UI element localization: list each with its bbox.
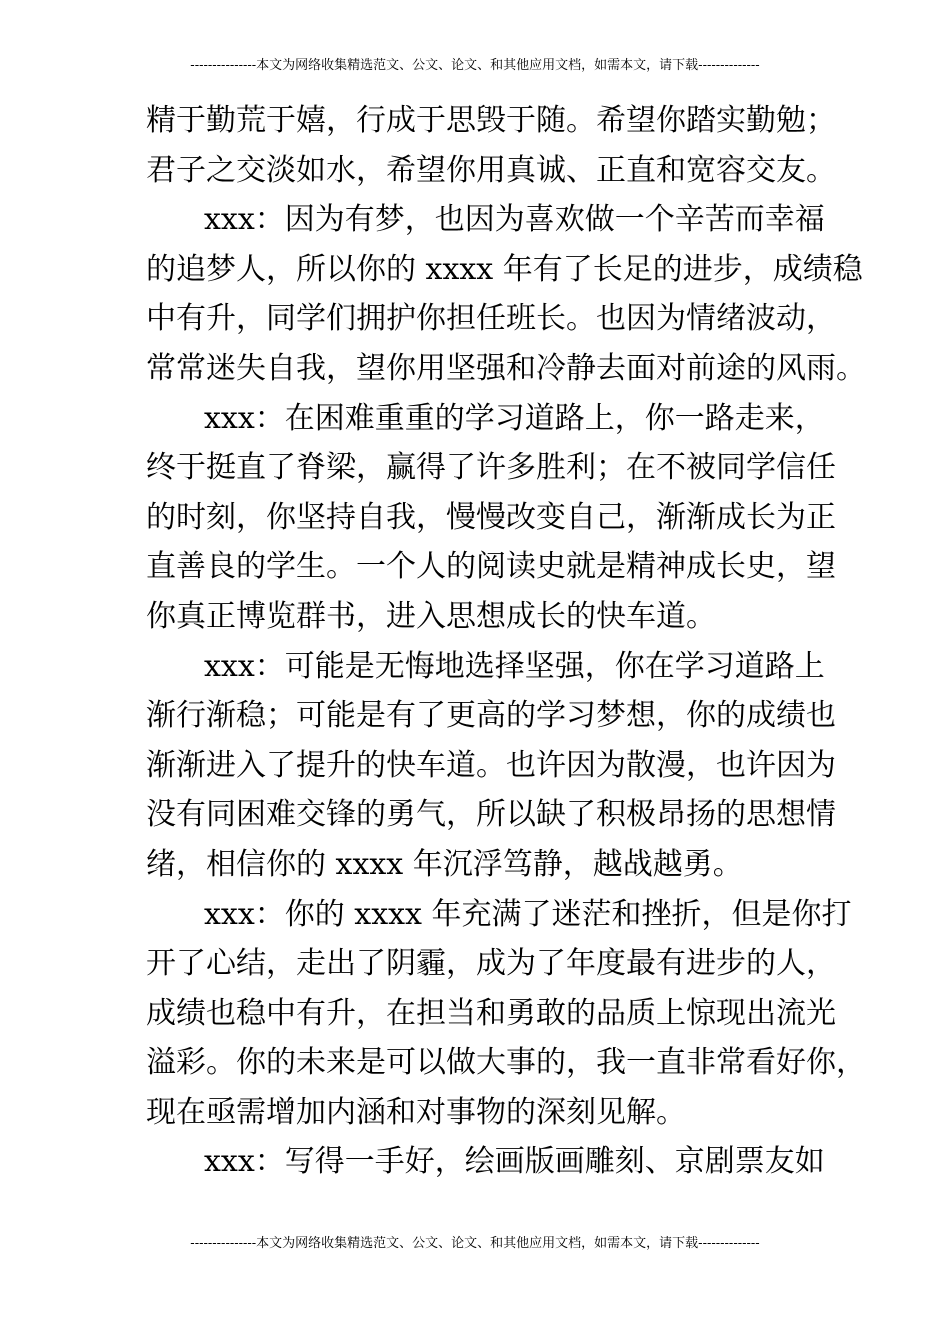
text-line: xxx：因为有梦，也因为喜欢做一个辛苦而幸福	[204, 202, 825, 238]
text-line: 绪，相信你的 xxxx 年沉浮笃静，越战越勇。	[146, 846, 743, 882]
text-line: 终于挺直了脊梁，赢得了许多胜利；在不被同学信任	[146, 450, 836, 486]
text-line: 常常迷失自我，望你用坚强和冷静去面对前途的风雨。	[146, 350, 866, 386]
text-line: 渐渐进入了提升的快车道。也许因为散漫，也许因为	[146, 747, 836, 783]
text-line: xxx：在困难重重的学习道路上，你一路走来，	[204, 400, 825, 436]
text-line: xxx：写得一手好，绘画版画雕刻、京剧票友如	[204, 1144, 825, 1180]
text-line: 你真正博览群书，进入思想成长的快车道。	[146, 598, 716, 634]
text-line: 君子之交淡如水，希望你用真诚、正直和宽容交友。	[146, 152, 836, 188]
text-line: 中有升，同学们拥护你担任班长。也因为情绪波动，	[146, 301, 836, 337]
text-line: 成绩也稳中有升，在担当和勇敢的品质上惊现出流光	[146, 995, 836, 1031]
text-line: 渐行渐稳；可能是有了更高的学习梦想，你的成绩也	[146, 698, 836, 734]
document-body	[146, 96, 866, 1187]
text-line: 直善良的学生。一个人的阅读史就是精神成长史，望	[146, 549, 836, 585]
text-line: 精于勤荒于嬉，行成于思毁于随。希望你踏实勤勉；	[146, 103, 836, 138]
text-line: 的追梦人，所以你的 xxxx 年有了长足的进步，成绩稳	[146, 251, 863, 287]
text-line: 的时刻，你坚持自我，慢慢改变自己，渐渐成长为正	[146, 499, 836, 535]
text-line: 现在亟需增加内涵和对事物的深刻见解。	[146, 1094, 686, 1130]
text-line: 开了心结，走出了阴霾，成为了年度最有进步的人，	[146, 946, 836, 982]
text-line: 没有同困难交锋的勇气，所以缺了积极昂扬的思想情	[146, 797, 836, 833]
page-footer: ---------------本文为网络收集精选范文、公文、论文、和其他应用文档，如需本文，请下载--------------	[190, 1236, 760, 1251]
page-header: ---------------本文为网络收集精选范文、公文、论文、和其他应用文档，如需本文，请下载--------------	[190, 58, 760, 73]
text-line: xxx：可能是无悔地选择坚强，你在学习道路上	[204, 648, 825, 684]
text-line: 溢彩。你的未来是可以做大事的，我一直非常看好你，	[146, 1045, 866, 1081]
text-line: xxx：你的 xxxx 年充满了迷茫和挫折，但是你打	[204, 896, 852, 932]
